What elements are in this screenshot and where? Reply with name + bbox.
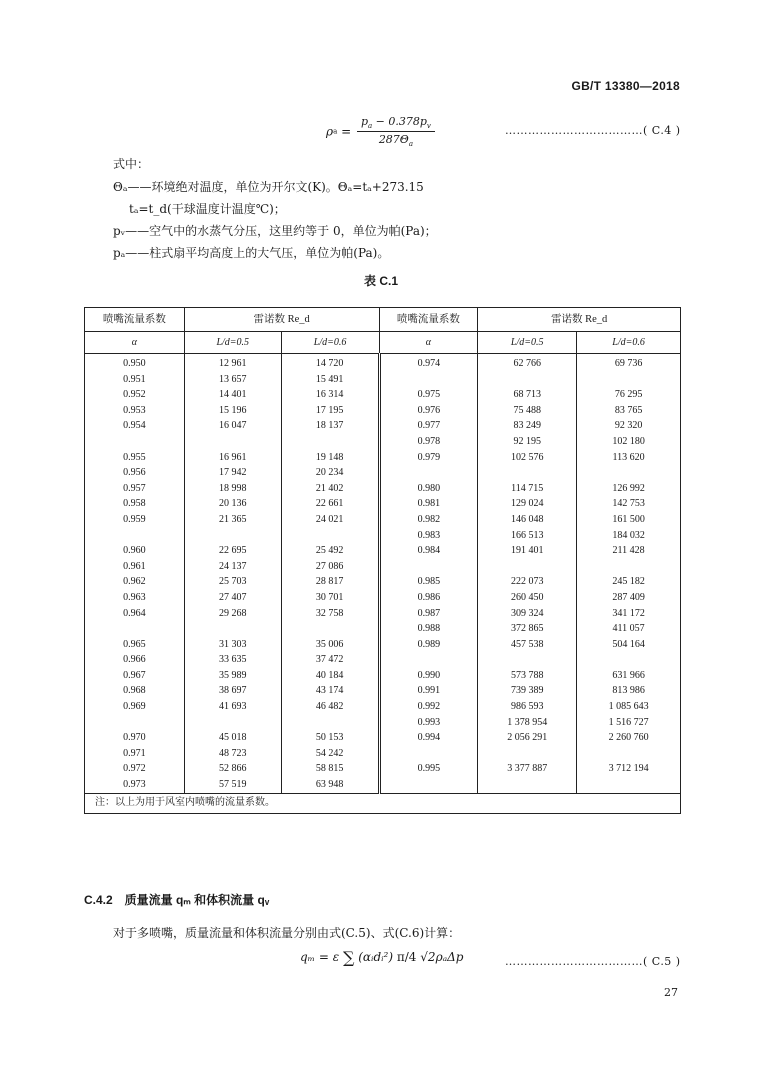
table-cell: 129 024 [478,496,577,512]
table-cell: 986 593 [478,699,577,715]
table-cell: 0.963 [85,590,185,606]
table-row [85,683,681,699]
formula-c5-label: ………………………………( C.5 ) [505,955,681,968]
table-cell [85,715,185,731]
table-cell: 0.995 [379,761,478,777]
table-cell [577,559,681,575]
table-cell: 813 986 [577,683,681,699]
table-cell [281,621,379,637]
formula-c4: ρa = $\frac{p_a - 0.378p_v}{287\Theta_a}$ [326,115,435,148]
table-cell: 43 174 [281,683,379,699]
header-re-right: 雷诺数 Re_d [478,308,681,332]
table-cell [184,434,281,450]
table-cell [577,777,681,793]
table-row [85,590,681,606]
table-cell: 0.987 [379,606,478,622]
table-cell: 19 148 [281,450,379,466]
table-cell [85,621,185,637]
subheader-l2-left: L/d=0.6 [281,332,379,354]
table-cell: 24 137 [184,559,281,575]
table-cell: 75 488 [478,403,577,419]
table-cell: 29 268 [184,606,281,622]
subheader-alpha-right: α [379,332,478,354]
table-cell: 1 516 727 [577,715,681,731]
definition-ta: tₐ=t_d(干球温度计温度℃)； [129,202,286,216]
table-cell: 41 693 [184,699,281,715]
table-cell: 222 073 [478,574,577,590]
table-cell: 32 758 [281,606,379,622]
table-cell: 22 695 [184,543,281,559]
table-row [85,652,681,668]
table-cell: 21 365 [184,512,281,528]
table-cell: 0.962 [85,574,185,590]
table-row [85,496,681,512]
table-cell: 15 196 [184,403,281,419]
table-row [85,637,681,653]
table-row [85,621,681,637]
table-cell: 16 314 [281,387,379,403]
formula-c5-pi: π/4 [396,950,417,964]
table-cell: 0.957 [85,481,185,497]
table-cell: 411 057 [577,621,681,637]
table-cell: 0.954 [85,418,185,434]
table-cell [184,715,281,731]
formula-c5-term: (αᵢdᵢ²) [358,950,394,964]
table-cell: 0.975 [379,387,478,403]
table-cell [478,372,577,388]
table-cell: 0.979 [379,450,478,466]
table-cell: 0.958 [85,496,185,512]
table-note-row [85,793,681,813]
table-cell: 18 137 [281,418,379,434]
table-cell: 0.973 [85,777,185,793]
table-cell: 24 021 [281,512,379,528]
table-cell: 0.951 [85,372,185,388]
table-cell: 142 753 [577,496,681,512]
table-cell: 3 377 887 [478,761,577,777]
table-cell: 0.977 [379,418,478,434]
table-cell: 287 409 [577,590,681,606]
table-cell [379,652,478,668]
table-row [85,730,681,746]
table-cell: 20 136 [184,496,281,512]
table-cell: 58 815 [281,761,379,777]
table-cell: 0.967 [85,668,185,684]
table-cell: 161 500 [577,512,681,528]
table-cell [577,652,681,668]
formula-c4-denominator: 287Θ [378,133,409,147]
table-cell: 0.966 [85,652,185,668]
table-cell: 341 172 [577,606,681,622]
header-re-left: 雷诺数 Re_d [184,308,379,332]
table-cell: 0.986 [379,590,478,606]
formula-c4-numerator: p [360,115,368,128]
subheader-l2-right: L/d=0.6 [577,332,681,354]
table-row [85,699,681,715]
table-cell: 0.994 [379,730,478,746]
table-cell: 57 519 [184,777,281,793]
table-note: 注：以上为用于风室内喷嘴的流量系数。 [85,793,681,813]
definitions-intro: 式中： [113,157,150,171]
table-row [85,434,681,450]
table-cell: 0.961 [85,559,185,575]
table-cell: 22 661 [281,496,379,512]
table-cell: 0.974 [379,354,478,372]
table-cell: 1 085 643 [577,699,681,715]
table-row [85,761,681,777]
table-row [85,354,681,372]
table-cell: 0.976 [379,403,478,419]
table-cell [577,372,681,388]
table-cell: 0.982 [379,512,478,528]
table-cell: 504 164 [577,637,681,653]
table-cell: 14 720 [281,354,379,372]
table-cell: 245 182 [577,574,681,590]
table-cell: 102 180 [577,434,681,450]
table-row [85,559,681,575]
table-cell: 0.968 [85,683,185,699]
table-cell: 46 482 [281,699,379,715]
table-cell: 45 018 [184,730,281,746]
table-cell [281,434,379,450]
table-cell: 211 428 [577,543,681,559]
table-cell: 31 303 [184,637,281,653]
table-cell: 0.984 [379,543,478,559]
table-cell [478,777,577,793]
table-cell: 0.993 [379,715,478,731]
table-cell [478,559,577,575]
table-cell: 30 701 [281,590,379,606]
table-row [85,372,681,388]
table-cell: 113 620 [577,450,681,466]
table-cell: 63 948 [281,777,379,793]
table-cell: 54 242 [281,746,379,762]
table-cell: 0.980 [379,481,478,497]
table-cell: 0.971 [85,746,185,762]
table-cell [577,746,681,762]
table-cell: 260 450 [478,590,577,606]
formula-c4-label: ………………………………( C.4 ) [505,124,681,137]
subheader-alpha-left: α [85,332,185,354]
table-cell: 0.985 [379,574,478,590]
table-cell: 83 249 [478,418,577,434]
table-cell: 1 378 954 [478,715,577,731]
table-row [85,512,681,528]
table-cell: 309 324 [478,606,577,622]
table-cell: 83 765 [577,403,681,419]
table-cell [281,528,379,544]
table-cell: 0.955 [85,450,185,466]
table-cell: 0.983 [379,528,478,544]
table-cell [478,746,577,762]
table-cell: 17 195 [281,403,379,419]
table-row [85,450,681,466]
table-cell: 12 961 [184,354,281,372]
flow-coefficient-table [84,307,681,814]
table-cell: 13 657 [184,372,281,388]
table-cell: 102 576 [478,450,577,466]
table-cell: 25 492 [281,543,379,559]
table-cell: 0.959 [85,512,185,528]
table-cell: 38 697 [184,683,281,699]
table-cell: 92 195 [478,434,577,450]
table-cell: 2 056 291 [478,730,577,746]
table-row [85,481,681,497]
table-cell: 0.952 [85,387,185,403]
table-cell: 0.992 [379,699,478,715]
table-cell: 739 389 [478,683,577,699]
table-header-row [85,308,681,332]
table-cell: 0.981 [379,496,478,512]
subheader-l1-left: L/d=0.5 [184,332,281,354]
table-cell: 457 538 [478,637,577,653]
table-cell: 126 992 [577,481,681,497]
table-cell: 17 942 [184,465,281,481]
table-row [85,403,681,419]
table-cell: 0.956 [85,465,185,481]
table-cell: 3 712 194 [577,761,681,777]
table-cell: 35 006 [281,637,379,653]
formula-c4-lhs: ρ [326,124,334,139]
table-cell: 25 703 [184,574,281,590]
table-cell [577,465,681,481]
table-row [85,574,681,590]
table-cell: 21 402 [281,481,379,497]
header-alpha-left: 喷嘴流量系数 [85,308,185,332]
table-cell [379,559,478,575]
table-cell: 92 320 [577,418,681,434]
table-cell: 631 966 [577,668,681,684]
table-row [85,528,681,544]
table-cell: 50 153 [281,730,379,746]
formula-c5-root: √2ρₐΔp [420,950,464,964]
standard-number: GB/T 13380—2018 [571,79,680,93]
table-cell: 0.990 [379,668,478,684]
table-cell [281,715,379,731]
table-row [85,418,681,434]
table-cell: 0.969 [85,699,185,715]
table-cell: 0.991 [379,683,478,699]
table-cell: 15 491 [281,372,379,388]
table-cell: 20 234 [281,465,379,481]
table-cell [379,465,478,481]
section-paragraph: 对于多喷嘴，质量流量和体积流量分别由式(C.5)、式(C.6)计算： [113,926,461,940]
page-number: 27 [664,986,678,999]
header-alpha-right: 喷嘴流量系数 [379,308,478,332]
table-row [85,777,681,793]
table-cell: 372 865 [478,621,577,637]
table-cell: 27 086 [281,559,379,575]
definition-theta: Θₐ——环境绝对温度，单位为开尔文(K)。Θₐ=tₐ+273.15 [113,180,424,194]
table-row [85,387,681,403]
table-row [85,465,681,481]
table-cell: 35 989 [184,668,281,684]
table-cell: 0.964 [85,606,185,622]
table-cell: 68 713 [478,387,577,403]
table-row [85,668,681,684]
formula-c5-lhs: qₘ = ε [300,950,340,964]
table-cell: 16 047 [184,418,281,434]
table-cell: 76 295 [577,387,681,403]
table-cell: 0.988 [379,621,478,637]
table-cell: 40 184 [281,668,379,684]
definition-pv: pᵥ——空气中的水蒸气分压，这里约等于 0，单位为帕(Pa)； [113,224,437,238]
table-body [85,354,681,794]
table-cell: 0.978 [379,434,478,450]
table-cell [379,372,478,388]
table-cell: 573 788 [478,668,577,684]
table-cell: 146 048 [478,512,577,528]
table-cell [184,621,281,637]
table-cell: 166 513 [478,528,577,544]
formula-c5 [300,948,463,967]
table-cell: 0.965 [85,637,185,653]
table-cell: 2 260 760 [577,730,681,746]
table-cell: 0.953 [85,403,185,419]
table-cell: 33 635 [184,652,281,668]
table-subheader-row [85,332,681,354]
table-cell [184,528,281,544]
definition-pa: pₐ——柱式扇平均高度上的大气压，单位为帕(Pa)。 [113,246,390,260]
table-cell: 184 032 [577,528,681,544]
table-cell [85,528,185,544]
table-row [85,543,681,559]
table-cell [379,746,478,762]
table-cell: 0.972 [85,761,185,777]
table-cell [478,465,577,481]
table-cell: 52 866 [184,761,281,777]
table-cell: 14 401 [184,387,281,403]
table-cell: 69 736 [577,354,681,372]
table-cell: 18 998 [184,481,281,497]
table-caption: 表 C.1 [363,274,398,288]
table-cell [478,652,577,668]
table-row [85,606,681,622]
table-cell: 27 407 [184,590,281,606]
table-row [85,715,681,731]
table-cell: 16 961 [184,450,281,466]
formula-c5-sum: ∑ [343,948,355,967]
table-cell: 0.970 [85,730,185,746]
formula-c4-numerator-rest: − 0.378p [372,115,427,128]
formula-c4-fraction: $\frac{p_a - 0.378p_v}{287\Theta_a}$ [357,115,435,148]
table-cell: 62 766 [478,354,577,372]
table-cell: 37 472 [281,652,379,668]
table-cell: 114 715 [478,481,577,497]
table-cell: 191 401 [478,543,577,559]
table-cell: 0.950 [85,354,185,372]
table-cell [85,434,185,450]
table-cell: 0.960 [85,543,185,559]
table-cell: 0.989 [379,637,478,653]
table-cell: 48 723 [184,746,281,762]
table-cell [379,777,478,793]
table-row [85,746,681,762]
section-title: C.4.2 质量流量 qₘ 和体积流量 qᵥ [84,893,270,907]
formula-c4-lhs-sub: a [333,127,338,136]
table-cell: 28 817 [281,574,379,590]
subheader-l1-right: L/d=0.5 [478,332,577,354]
